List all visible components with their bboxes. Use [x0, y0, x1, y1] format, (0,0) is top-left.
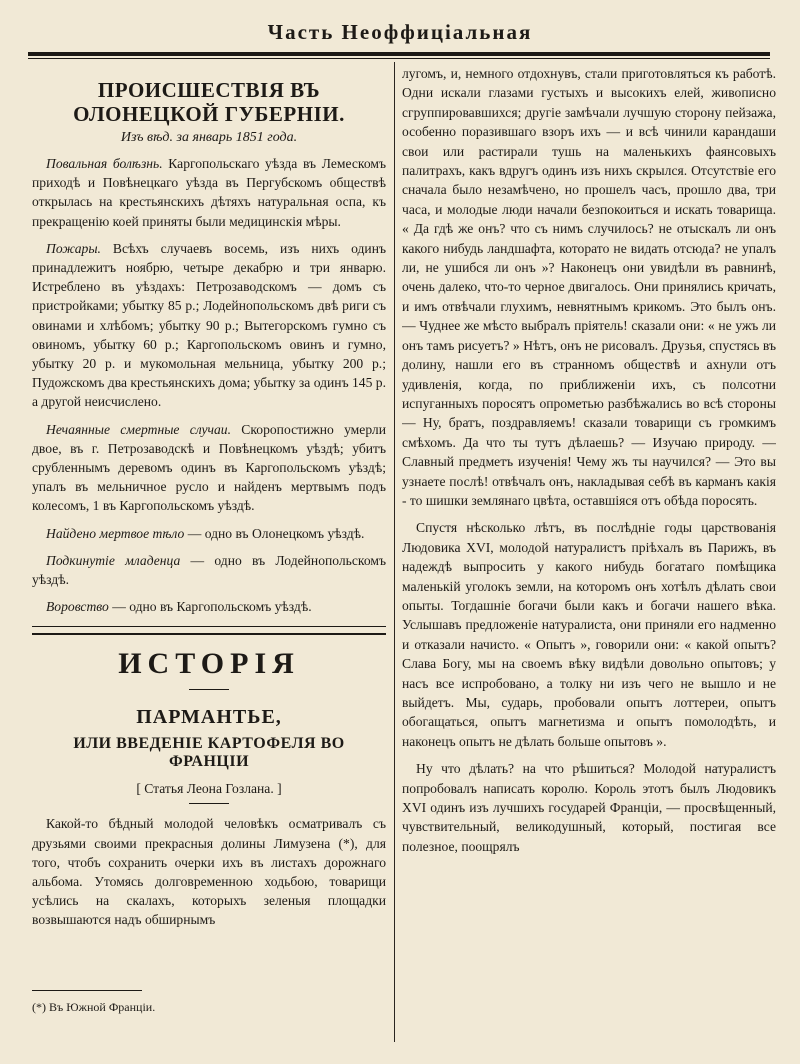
history-heading: ИСТОРІЯ: [118, 647, 300, 681]
section-rule: [32, 626, 386, 627]
short-rule: [189, 689, 229, 690]
story-paragraph: лугомъ, и, немного отдохнувъ, стали приготовляться къ работѣ. Одни искали глазами густыхъ и высокихъ елей, живописно сгруппировавшихся; другіе замѣчали лучшую сторону пейзажа, особенно поразившаго взоръ ихъ — и всѣ чинили карандаши свои или растирали тушь на маленькихъ фаянсовыхъ палитрахъ, какъ вдругъ одинъ изъ нихъ скрылся. Отсутствіе его сначала было незамѣчено, но прошелъ часъ, прошло два, три часа, и молодые люди начали безпокоиться и искать товарища. « Да гдѣ же онъ? что съ нимъ случилось? не отыскалъ ли онъ какого нибудь ландшафта, которато не видать отсюда? не упалъ ли, не ушибся ли онъ »? Наконецъ они увидѣли въ равнинѣ, очень далеко, что-то черное двигалось. Они принялись кричать, и имъ отвѣчали глухимъ, невнятнымъ крикомъ. Это былъ онъ. — Чуднее же мѣсто выбралъ пріятель! сказали они: « не ужъ ли онъ тамъ рисуетъ? » Нѣтъ, онъ не рисовалъ. Друзья, спустясь въ долину, нашли его въ странномъ обществѣ и ахнули отъ удивленія, когда, по приближеніи ихъ, съ полсотни испуганныхъ поросятъ опрометью разбѣжались во всѣ стороны — Ну, братъ, поздравляемъ! сказали товарищи съ громкимъ смѣхомъ. Да что ты тутъ дѣлаешь? — Изучаю природу. — Славный предметъ изученія! Чему жъ ты научился? — Это вы узнаете послѣ! отвѣчалъ онъ, накладывая себѣ въ карманъ какія - то шишки землянаго цвѣта, оставшіяся отъ обѣда поросять.: [402, 66, 776, 508]
story-subtitle: ИЛИ ВВЕДЕНІЕ КАРТОФЕЛЯ ВО ФРАНЦІИ: [73, 735, 345, 771]
left-column: [32, 64, 386, 1039]
incident-paragraph: Пожары. Всѣхъ случаевъ восемь, изъ нихъ одинъ принадлежитъ ноябрю, четыре декабрю и три январю. Истреблено въ уѣздахъ: Петрозаводскомъ — домъ съ пристройками; убытку 85 р.; Лодейнопольскомъ двѣ риги съ овинами и хлѣбомъ; убытку 90 р.; Вытегорскомъ гумно съ овиномъ, убытку 60 р.; Каргопольскомъ овинъ и гумно, убытку 20 р. и мукомольная мельница, убытку 200 р.; Пудожскомъ два крестьянскихъ дома; убытку за одинъ 145 р. а другой неисчислено.: [32, 240, 386, 410]
column-divider: [394, 62, 395, 1042]
incident-paragraph: Найдено мертвое тѣло — одно въ Олонецкомъ уѣздѣ.: [46, 525, 365, 541]
story-paragraph: Ну что дѣлать? на что рѣшиться? Молодой натуралистъ попробовалъ написать королю. Король этотъ былъ Людовикъ XVI одинъ изъ лучшихъ государей Франціи, — просвѣщенный, чувствительный, великодушный, который, постигая все полезное, поощрялъ: [402, 761, 776, 854]
footnote-rule: [32, 990, 142, 991]
page-header-title: Часть Неоффиціальная: [267, 20, 533, 44]
header-rule-thin: [28, 58, 770, 59]
incident-paragraph: Нечаянные смертные случаи. Скоропостижно умерли двое, въ г. Петрозаводскѣ и Повѣнецкомъ уѣздѣ; убитъ срубленнымъ деревомъ одинъ въ Каргопольскомъ уѣздѣ; упалъ въ мельничное русло и найденъ мертвымъ подъ колесомъ, 1 въ Каргопольскомъ уѣздѣ.: [32, 421, 386, 514]
story-paragraph: Какой-то бѣдный молодой человѣкъ осматривалъ съ друзьями своими прекрасныя долины Лимузена (*), для того, чтобъ сохранить очерки ихъ въ листахъ дорожнаго альбома. Утомясь долговременною ходьбою, товарищи усѣлись на скалахъ, которыхъ зеленыя площадки возвышаются надъ обширнымъ: [32, 816, 386, 928]
section-title: ПРОИСШЕСТВІЯ ВЪ ОЛОНЕЦКОЙ ГУБЕРНІИ.: [73, 78, 345, 126]
incident-paragraph: Повальная болѣзнь. Каргопольскаго уѣзда въ Лемескомъ приходѣ и Повѣнецкаго уѣзда въ Пергубскомъ обществѣ открылась на крестьянскихъ дѣтяхъ натуральная оспа, къ прекращенію коей приняты были медицинскія мѣры.: [32, 156, 386, 229]
section-subtitle: Изъ вѣд. за январь 1851 года.: [120, 130, 298, 145]
short-rule: [189, 803, 229, 804]
right-column: [402, 64, 776, 1039]
section-rule-thick: [32, 633, 386, 635]
incident-paragraph: Подкинутіе младенца — одно въ Лодейнопольскомъ уѣздѣ.: [32, 552, 386, 588]
story-author: [ Статья Леона Гозлана. ]: [136, 781, 282, 797]
header-rule-thick: [28, 52, 770, 56]
story-title: ПАРМАНТЬЕ,: [136, 706, 282, 729]
incident-paragraph: Воровство — одно въ Каргопольскомъ уѣздѣ.: [46, 599, 312, 615]
footnote: (*) Въ Южной Франціи.: [32, 1000, 156, 1014]
story-paragraph: Спустя нѣсколько лѣтъ, въ послѣдніе годы царствованія Людовика XVI, молодой натуралистъ пріѣхалъ въ Парижъ, въ надеждѣ выпросить у какого нибудь богатаго помѣщика маленькій уголокъ земли, на которомъ онъ хотѣлъ дѣлать свои опыты. Тогдашніе богачи были какъ и богачи нашего вѣка. Услышавъ предложеніе натуралиста, они приняли его надменно и отказали начисто. « Опытъ », говорили они: « какой опытъ? Слава Богу, мы на своемъ вѣку видѣли довольно опытовъ; у насъ все испробовано, а толку ни изъ чего не вышло и не выйдетъ. Мы, сударь, пробовали опытъ лоттереи, опытъ обогащаться, опытъ магнетизма и опытъ помолодѣть, и наконецъ опытъ не дѣлать больше опытовъ ».: [402, 520, 776, 749]
